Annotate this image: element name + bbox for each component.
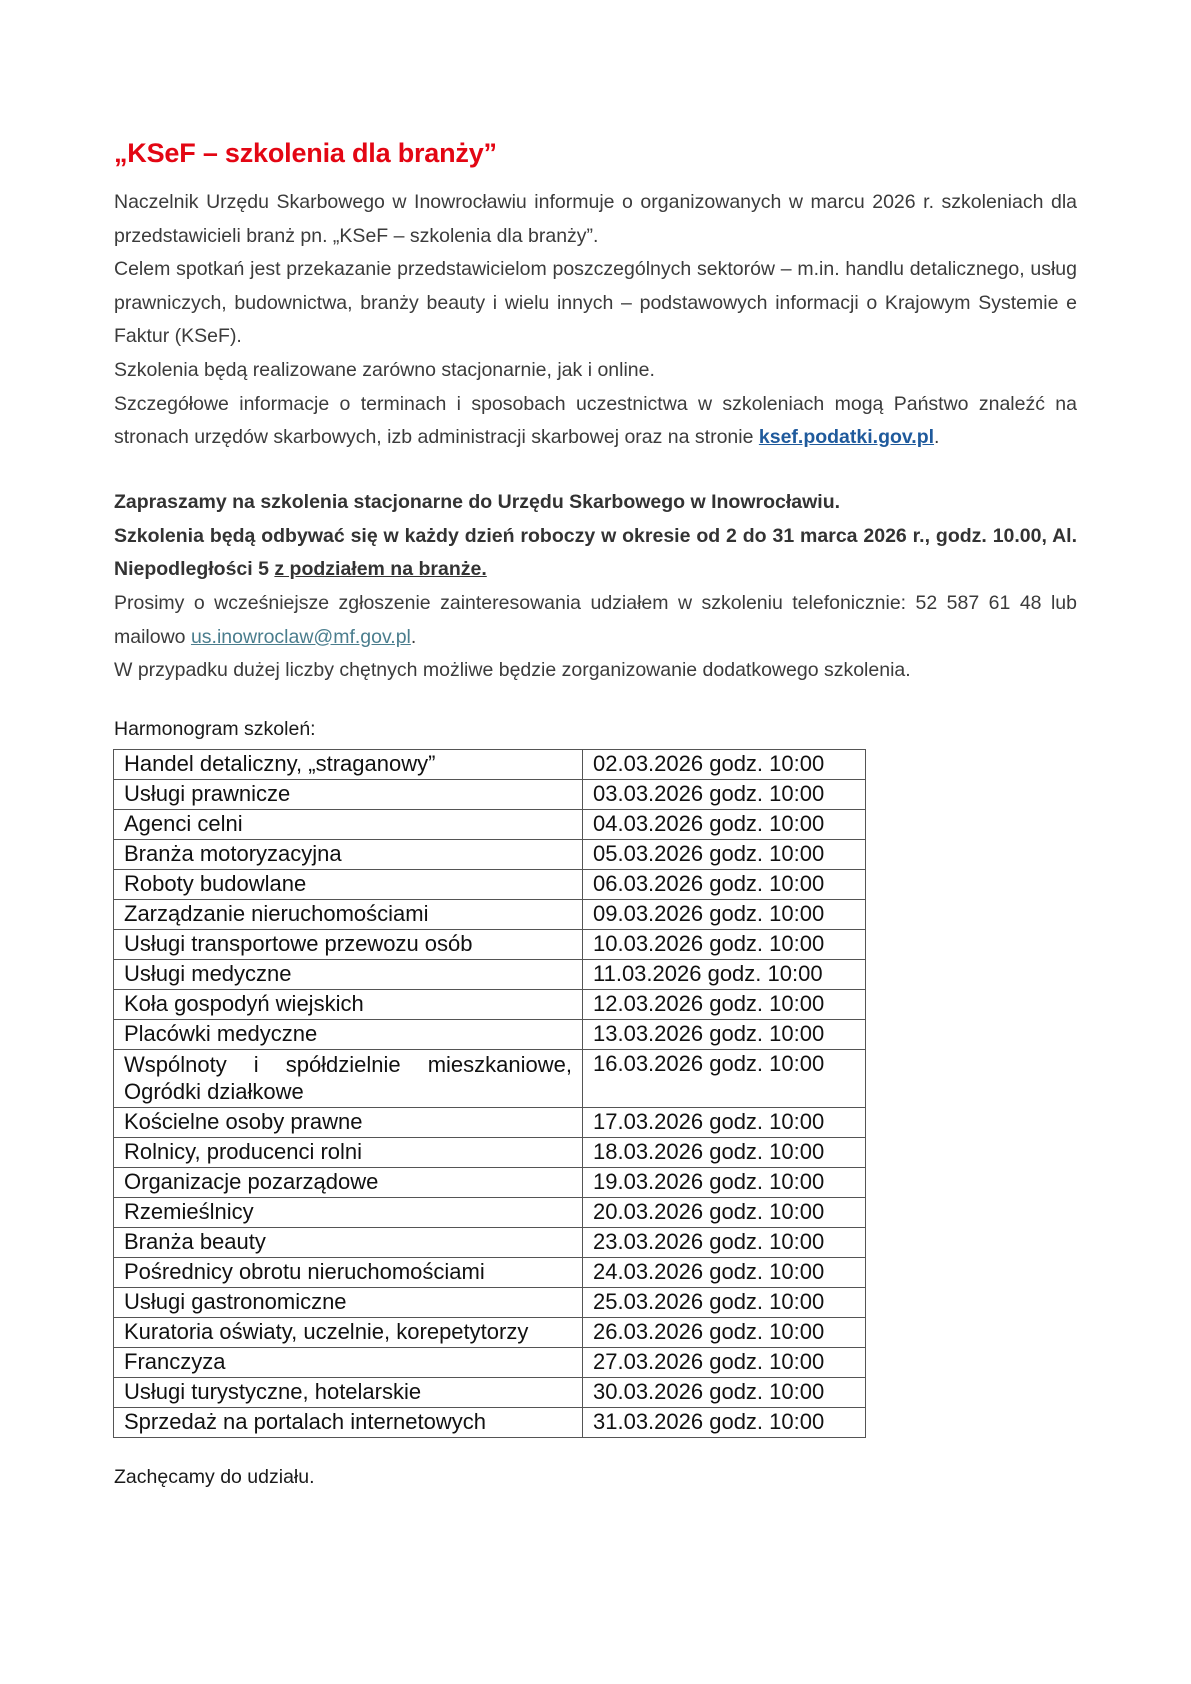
category-cell: Branża beauty	[114, 1228, 583, 1258]
table-row	[114, 1348, 866, 1378]
category-cell: Handel detaliczny, „straganowy”	[114, 750, 583, 780]
datetime-cell: 10.03.2026 godz. 10:00	[583, 930, 866, 960]
datetime-cell: 31.03.2026 godz. 10:00	[583, 1408, 866, 1438]
category-cell: Roboty budowlane	[114, 870, 583, 900]
table-row	[114, 960, 866, 990]
datetime-cell: 05.03.2026 godz. 10:00	[583, 840, 866, 870]
datetime-cell: 23.03.2026 godz. 10:00	[583, 1228, 866, 1258]
table-row	[114, 1408, 866, 1438]
invitation-underlined-text: z podziałem na branże.	[274, 558, 487, 581]
schedule-label: Harmonogram szkoleń:	[114, 718, 316, 740]
category-cell: Kościelne osoby prawne	[114, 1108, 583, 1138]
details-end: .	[934, 426, 940, 449]
datetime-cell: 09.03.2026 godz. 10:00	[583, 900, 866, 930]
category-cell: Wspólnoty i spółdzielnie mieszkaniowe, Ogródki działkowe	[114, 1050, 583, 1108]
table-row	[114, 750, 866, 780]
table-row	[114, 930, 866, 960]
table-row	[114, 870, 866, 900]
datetime-cell: 11.03.2026 godz. 10:00	[583, 960, 866, 990]
intro-paragraph-3: Szkolenia będą realizowane zarówno stacjonarnie, jak i online.	[114, 358, 655, 381]
category-cell: Branża motoryzacyjna	[114, 840, 583, 870]
details-paragraph	[114, 388, 1077, 455]
table-row	[114, 1138, 866, 1168]
category-cell: Usługi transportowe przewozu osób	[114, 930, 583, 960]
table-row	[114, 990, 866, 1020]
page-title: „KSeF – szkolenia dla branży”	[114, 138, 497, 168]
datetime-cell: 02.03.2026 godz. 10:00	[583, 750, 866, 780]
table-row	[114, 810, 866, 840]
category-cell: Sprzedaż na portalach internetowych	[114, 1408, 583, 1438]
intro-paragraph-1: Naczelnik Urzędu Skarbowego w Inowrocławiu informuje o organizowanych w marcu 2026 r. szkoleniach dla przedstawicieli branż pn. „KSeF – szkolenia dla branży”.	[114, 191, 1077, 247]
datetime-cell: 26.03.2026 godz. 10:00	[583, 1318, 866, 1348]
category-cell: Usługi prawnicze	[114, 780, 583, 810]
category-cell: Kuratoria oświaty, uczelnie, korepetytorzy	[114, 1318, 583, 1348]
email-link[interactable]: us.inowroclaw@mf.gov.pl	[190, 625, 411, 648]
table-row	[114, 1168, 866, 1198]
table-row	[114, 780, 866, 810]
datetime-cell: 18.03.2026 godz. 10:00	[583, 1138, 866, 1168]
contact-section	[114, 587, 1077, 688]
datetime-cell: 20.03.2026 godz. 10:00	[583, 1198, 866, 1228]
category-cell: Zarządzanie nieruchomościami	[114, 900, 583, 930]
intro-section	[114, 186, 1077, 455]
category-cell: Usługi gastronomiczne	[114, 1288, 583, 1318]
table-row	[114, 1378, 866, 1408]
table-row	[114, 1228, 866, 1258]
category-cell: Rolnicy, producenci rolni	[114, 1138, 583, 1168]
category-cell: Agenci celni	[114, 810, 583, 840]
invitation-line-2	[114, 520, 1077, 587]
intro-paragraph-2: Celem spotkań jest przekazanie przedstawicielom poszczególnych sektorów – m.in. handlu detalicznego, usług prawniczych, budownictwa, branży beauty i wielu innych – podstawowych informacji o Krajowym Systemie e Faktur (KSeF).	[114, 258, 1077, 348]
table-row	[114, 1288, 866, 1318]
contact-paragraph	[114, 587, 1077, 654]
table-row	[114, 1020, 866, 1050]
datetime-cell: 25.03.2026 godz. 10:00	[583, 1288, 866, 1318]
closing-text: Zachęcamy do udziału.	[114, 1466, 315, 1488]
contact-note: W przypadku dużej liczby chętnych możliwe będzie zorganizowanie dodatkowego szkolenia.	[114, 659, 911, 682]
datetime-cell: 13.03.2026 godz. 10:00	[583, 1020, 866, 1050]
contact-phone-text: Prosimy o wcześniejsze zgłoszenie zainteresowania udziałem w szkoleniu telefonicznie: 52 587 61 48 lub mailowo	[114, 592, 1077, 648]
invitation-line-1: Zapraszamy na szkolenia stacjonarne do Urzędu Skarbowego w Inowrocławiu.	[114, 491, 841, 513]
category-cell: Usługi medyczne	[114, 960, 583, 990]
datetime-cell: 19.03.2026 godz. 10:00	[583, 1168, 866, 1198]
category-cell: Franczyza	[114, 1348, 583, 1378]
datetime-cell: 12.03.2026 godz. 10:00	[583, 990, 866, 1020]
contact-email-end: .	[410, 625, 417, 648]
category-cell: Rzemieślnicy	[114, 1198, 583, 1228]
datetime-cell: 16.03.2026 godz. 10:00	[583, 1050, 866, 1108]
table-row	[114, 1318, 866, 1348]
table-row	[114, 840, 866, 870]
datetime-cell: 04.03.2026 godz. 10:00	[583, 810, 866, 840]
datetime-cell: 06.03.2026 godz. 10:00	[583, 870, 866, 900]
datetime-cell: 27.03.2026 godz. 10:00	[583, 1348, 866, 1378]
table-row	[114, 1108, 866, 1138]
datetime-cell: 03.03.2026 godz. 10:00	[583, 780, 866, 810]
category-cell: Pośrednicy obrotu nieruchomościami	[114, 1258, 583, 1288]
invitation-schedule-text: Szkolenia będą odbywać się w każdy dzień roboczy w okresie od 2 do 31 marca 2026 r., godz. 10.00, Al. Niepodległości 5	[114, 524, 1077, 581]
invitation-section	[114, 486, 1077, 587]
table-row	[114, 900, 866, 930]
schedule-table	[113, 749, 866, 1438]
datetime-cell: 30.03.2026 godz. 10:00	[583, 1378, 866, 1408]
datetime-cell: 17.03.2026 godz. 10:00	[583, 1108, 866, 1138]
table-row	[114, 1258, 866, 1288]
table-row	[114, 1198, 866, 1228]
category-cell: Usługi turystyczne, hotelarskie	[114, 1378, 583, 1408]
datetime-cell: 24.03.2026 godz. 10:00	[583, 1258, 866, 1288]
category-cell: Placówki medyczne	[114, 1020, 583, 1050]
category-cell: Organizacje pozarządowe	[114, 1168, 583, 1198]
category-cell: Koła gospodyń wiejskich	[114, 990, 583, 1020]
table-row	[114, 1050, 866, 1108]
ksef-website-link[interactable]: ksef.podatki.gov.pl	[758, 426, 935, 449]
details-text: Szczegółowe informacje o terminach i sposobach uczestnictwa w szkoleniach mogą Państwo znaleźć na stronach urzędów skarbowych, izb administracji skarbowej oraz na stronie	[114, 392, 1077, 449]
